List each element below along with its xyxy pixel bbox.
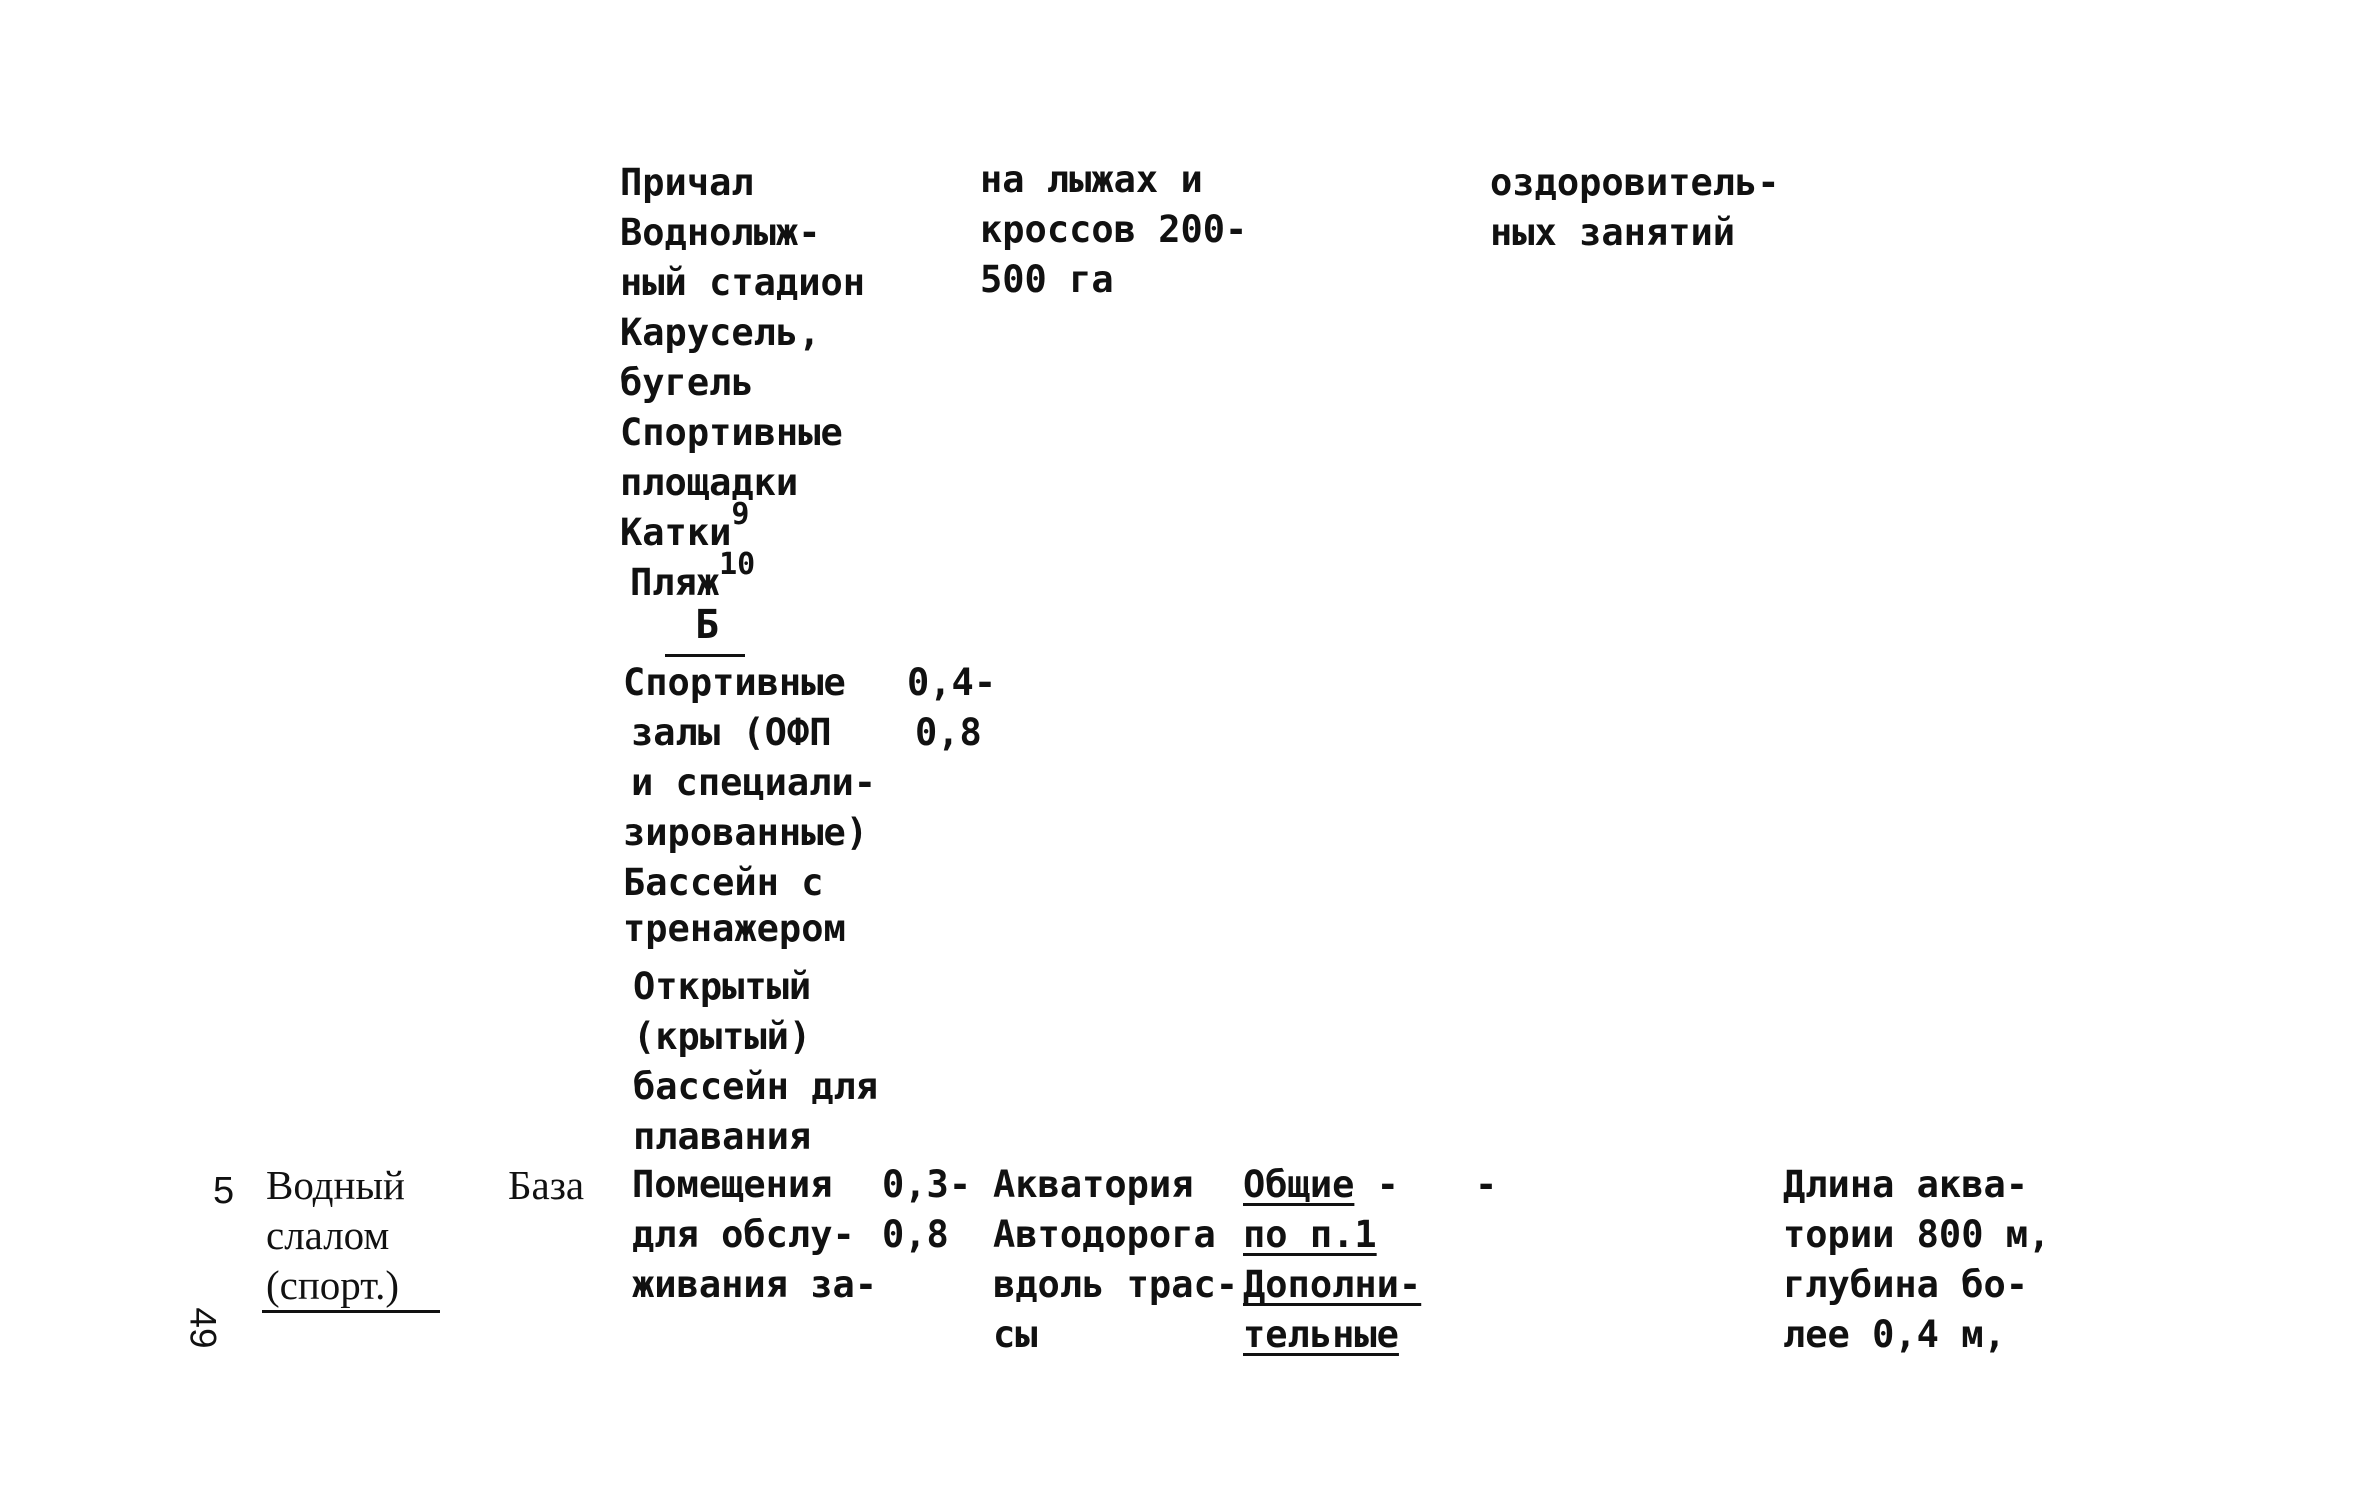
requirements-line: [1243, 1210, 1421, 1260]
footnote-ref: 10: [719, 546, 756, 582]
facility-line-plyazh: [620, 546, 865, 608]
sport-line: (спорт.): [266, 1262, 399, 1308]
requirements-additional: тельные: [1243, 1313, 1399, 1356]
notes-line: глубина бо-: [1783, 1263, 2029, 1306]
facility-line: залы (ОФП: [631, 711, 832, 754]
territory-column: [993, 1160, 1238, 1360]
empty-column-dash: [1475, 1160, 1497, 1210]
base-text: База: [508, 1162, 585, 1208]
territory-line: Акватория: [993, 1163, 1194, 1206]
area-line: 500 га: [980, 258, 1114, 301]
value-line: 0,8: [882, 1213, 949, 1256]
facility-name: Катки: [620, 511, 732, 554]
facility-line: бугель: [620, 361, 754, 404]
premises-line: Помещения: [632, 1163, 833, 1206]
requirements-additional: Дополни-: [1243, 1263, 1422, 1306]
facility-line: (крытый): [633, 1015, 812, 1058]
premises-column: [632, 1160, 877, 1310]
facilities-a-column: [620, 158, 865, 608]
area-line: кроссов 200-: [980, 208, 1248, 251]
value-line: 0,8: [915, 711, 982, 754]
facility-line: Бассейн с: [623, 861, 824, 904]
requirements-general: Общие: [1243, 1163, 1355, 1206]
territory-line: вдоль трас-: [993, 1263, 1239, 1306]
dash-text: -: [1475, 1163, 1498, 1206]
facilities-b-values: [907, 658, 996, 758]
page-number: 49: [182, 1307, 224, 1349]
facility-line: зированные): [623, 811, 869, 854]
premises-line: живания за-: [632, 1263, 878, 1306]
facilities-b-pool-column: [633, 962, 878, 1162]
section-b-heading: Б: [695, 602, 720, 648]
premises-values: [882, 1160, 971, 1260]
notes-column: [1783, 1160, 2050, 1360]
purpose-line: ных занятий: [1490, 211, 1736, 254]
requirements-line: [1243, 1160, 1421, 1210]
facility-line: тренажером: [623, 907, 846, 950]
facility-line: Карусель,: [620, 311, 821, 354]
facility-line: Воднолыж-: [620, 211, 821, 254]
facility-line: Открытый: [633, 965, 812, 1008]
facility-line: Спортивные: [620, 411, 843, 454]
requirements-line: [1243, 1310, 1421, 1360]
value-line: 0,3-: [882, 1163, 972, 1206]
purpose-line: оздоровитель-: [1490, 161, 1780, 204]
requirements-dash: -: [1376, 1163, 1399, 1206]
purpose-column: [1490, 158, 1780, 258]
facility-line: Спортивные: [623, 661, 846, 704]
sport-line: Водный: [266, 1162, 405, 1208]
requirements-line: [1243, 1260, 1421, 1310]
facility-line: и специали-: [631, 761, 877, 804]
sport-line: слалом: [266, 1212, 390, 1258]
facilities-b-column: [623, 658, 876, 950]
value-line: 0,4-: [907, 661, 997, 704]
base-cell: [508, 1160, 584, 1210]
footnote-ref: 9: [731, 496, 750, 532]
row-number: 5: [213, 1170, 235, 1212]
sport-name-column: [266, 1160, 405, 1310]
requirements-ref: по п.1: [1243, 1213, 1377, 1256]
facility-line: ный стадион: [620, 261, 866, 304]
territory-line: сы: [993, 1313, 1038, 1356]
sport-underline: [262, 1310, 440, 1313]
facility-line: Причал: [620, 161, 754, 204]
notes-line: тории 800 м,: [1783, 1213, 2051, 1256]
notes-line: Длина аква-: [1783, 1163, 2029, 1206]
facility-line: площадки: [620, 461, 799, 504]
premises-line: для обслу-: [632, 1213, 855, 1256]
territory-line: Автодорога: [993, 1213, 1216, 1256]
facility-name: Пляж: [630, 561, 720, 604]
notes-line: лее 0,4 м,: [1783, 1313, 2006, 1356]
area-column: [980, 155, 1247, 305]
section-b-underline: [665, 654, 745, 657]
facility-line: плавания: [633, 1115, 812, 1158]
requirements-column: [1243, 1160, 1421, 1360]
area-line: на лыжах и: [980, 158, 1203, 201]
facility-line: бассейн для: [633, 1065, 879, 1108]
